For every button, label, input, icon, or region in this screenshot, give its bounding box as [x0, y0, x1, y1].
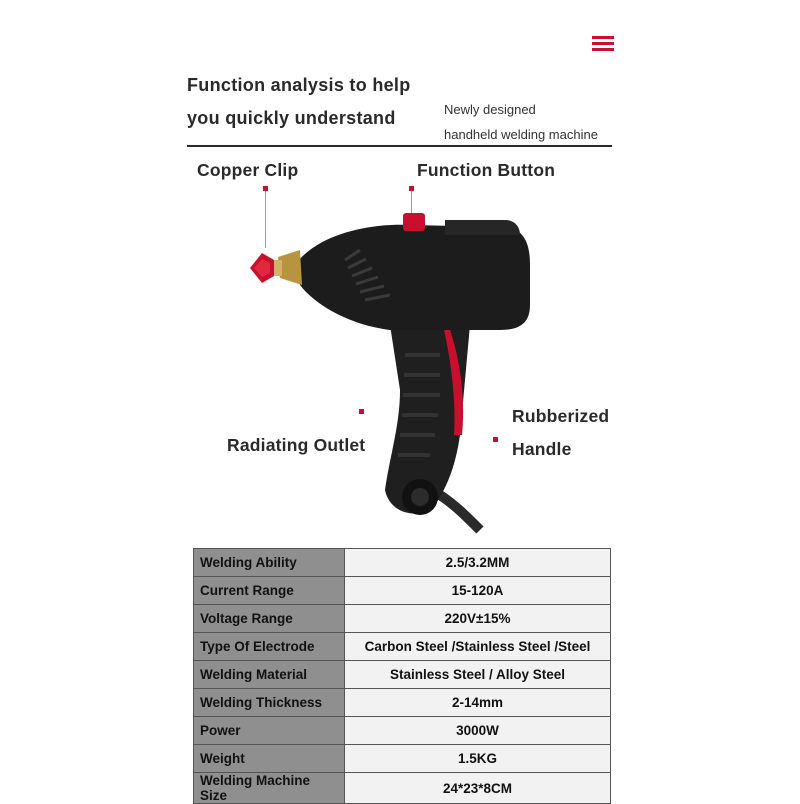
headline-line-2: you quickly understand: [187, 108, 396, 128]
welding-machine-image: [240, 205, 540, 535]
spec-label: Welding Thickness: [194, 689, 345, 717]
spec-label: Voltage Range: [194, 605, 345, 633]
table-row: [194, 745, 611, 773]
table-row: [194, 633, 611, 661]
spec-table: [193, 548, 611, 804]
copper-clip-marker: [263, 186, 268, 191]
function-button-marker: [409, 186, 414, 191]
callout-radiating-outlet: Radiating Outlet: [227, 435, 366, 455]
table-row: [194, 717, 611, 745]
spec-value: 15-120A: [345, 577, 611, 605]
spec-value: 220V±15%: [345, 605, 611, 633]
subline-line-1: Newly designed: [444, 102, 536, 117]
table-row: [194, 661, 611, 689]
spec-value: 1.5KG: [345, 745, 611, 773]
spec-label: Welding Material: [194, 661, 345, 689]
spec-label: Weight: [194, 745, 345, 773]
header-divider: [187, 145, 612, 147]
subline-line-2: handheld welding machine: [444, 127, 598, 142]
menu-icon[interactable]: [592, 36, 614, 52]
spec-label: Current Range: [194, 577, 345, 605]
spec-value: 3000W: [345, 717, 611, 745]
spec-value: 2.5/3.2MM: [345, 549, 611, 577]
spec-label: Welding Machine Size: [194, 773, 345, 804]
table-row: [194, 773, 611, 804]
spec-label: Type Of Electrode: [194, 633, 345, 661]
table-row: [194, 549, 611, 577]
table-row: [194, 605, 611, 633]
spec-label: Welding Ability: [194, 549, 345, 577]
table-row: [194, 689, 611, 717]
callout-rubberized: Rubberized: [512, 406, 610, 426]
callout-copper-clip: Copper Clip: [197, 160, 299, 180]
callout-function-button: Function Button: [417, 160, 556, 180]
spec-value: 2-14mm: [345, 689, 611, 717]
spec-label: Power: [194, 717, 345, 745]
table-row: [194, 577, 611, 605]
spec-value: 24*23*8CM: [345, 773, 611, 804]
spec-value: Carbon Steel /Stainless Steel /Steel: [345, 633, 611, 661]
headline-line-1: Function analysis to help: [187, 75, 411, 95]
spec-value: Stainless Steel / Alloy Steel: [345, 661, 611, 689]
callout-handle: Handle: [512, 439, 572, 459]
